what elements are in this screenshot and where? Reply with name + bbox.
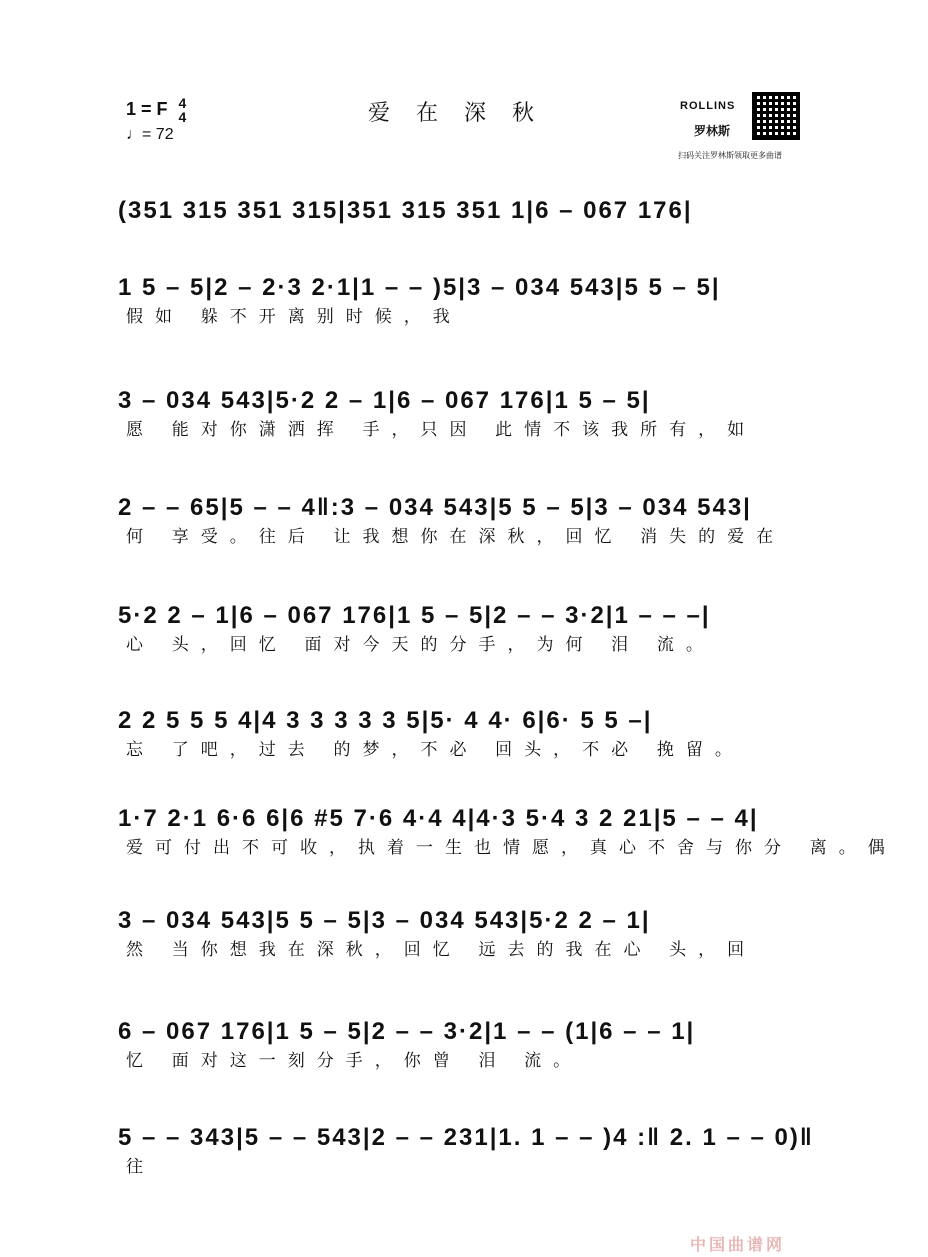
notation-line: 3 – 034 543|5 5 – 5|3 – 034 543|5·2 2 – 1|	[118, 907, 651, 934]
lyrics-line: 忆 面对这一刻分手，你曾 泪 流。	[126, 1051, 583, 1070]
score-system	[118, 600, 808, 658]
time-sig-bottom: 4	[178, 109, 187, 125]
song-title: 爱在深秋	[367, 101, 560, 126]
brand-block	[680, 92, 810, 162]
lyrics-line: 假如 躲不开离别时候，我	[126, 307, 462, 326]
lyrics-line: 然 当你想我在深秋，回忆 远去的我在心 头，回	[126, 940, 757, 959]
notation-line: 1·7 2·1 6·6 6|6 #5 7·6 4·4 4|4·3 5·4 3 2 21|5 – – 4|	[118, 805, 759, 832]
lyrics-line: 心 头，回忆 面对今天的分手，为何 泪 流。	[126, 635, 715, 654]
lyrics-line: 忘 了吧，过去 的梦，不必 回头，不必 挽留。	[126, 740, 744, 759]
score-system	[118, 803, 897, 861]
lyrics-line: 愿 能对你潇洒挥 手，只因 此情不该我所有，如	[126, 420, 757, 439]
scan-caption: 扫码关注罗林斯领取更多曲谱	[678, 151, 782, 160]
score-system	[118, 385, 808, 443]
notation-line: 2 – – 65|5 – – 4‖:3 – 034 543|5 5 – 5|3 – 034 543|	[118, 494, 752, 521]
notation-line: (351 315 351 315|351 315 351 1|6 – 067 176|	[118, 197, 693, 224]
score-system	[118, 272, 808, 330]
score-system	[118, 905, 808, 963]
lyrics-line	[118, 227, 808, 253]
notation-line: 5·2 2 – 1|6 – 067 176|1 5 – 5|2 – – 3·2|1 – – –|	[118, 602, 711, 629]
notation-line: 2 2 5 5 5 4|4 3 3 3 3 3 5|5· 4 4· 6|6· 5 5 –|	[118, 707, 653, 734]
time-sig-top: 4	[178, 95, 187, 111]
key-label: 1 = F	[126, 98, 168, 119]
qr-code-icon[interactable]	[752, 92, 800, 140]
score-system	[118, 195, 808, 253]
notation-line: 3 – 034 543|5·2 2 – 1|6 – 067 176|1 5 – 5|	[118, 387, 651, 414]
score-system	[118, 492, 808, 550]
lyrics-line: 爱可付出不可收，执着一生也情愿，真心不舍与你分 离。偶	[126, 838, 897, 857]
score-system	[118, 1122, 814, 1180]
notation-line: 6 – 067 176|1 5 – 5|2 – – 3·2|1 – – (1|6 – – 1|	[118, 1018, 696, 1045]
notation-line: 1 5 – 5|2 – 2·3 2·1|1 – – )5|3 – 034 543|5 5 – 5|	[118, 274, 721, 301]
watermark: 中国曲谱网	[690, 1237, 786, 1254]
brand-logo: ROLLINS	[680, 100, 736, 112]
lyrics-line: 往	[126, 1157, 155, 1176]
score-system	[118, 705, 808, 763]
tempo-mark: ♩= 72	[126, 126, 174, 143]
lyrics-line: 何 享受。往后 让我想你在深秋，回忆 消失的爱在	[126, 527, 786, 546]
notation-line: 5 – – 343|5 – – 543|2 – – 231|1. 1 – – )4 :‖ 2. 1 – – 0)‖	[118, 1124, 814, 1151]
score-system	[118, 1016, 808, 1074]
brand-name: 罗林斯	[694, 124, 731, 138]
score-header	[0, 92, 928, 162]
